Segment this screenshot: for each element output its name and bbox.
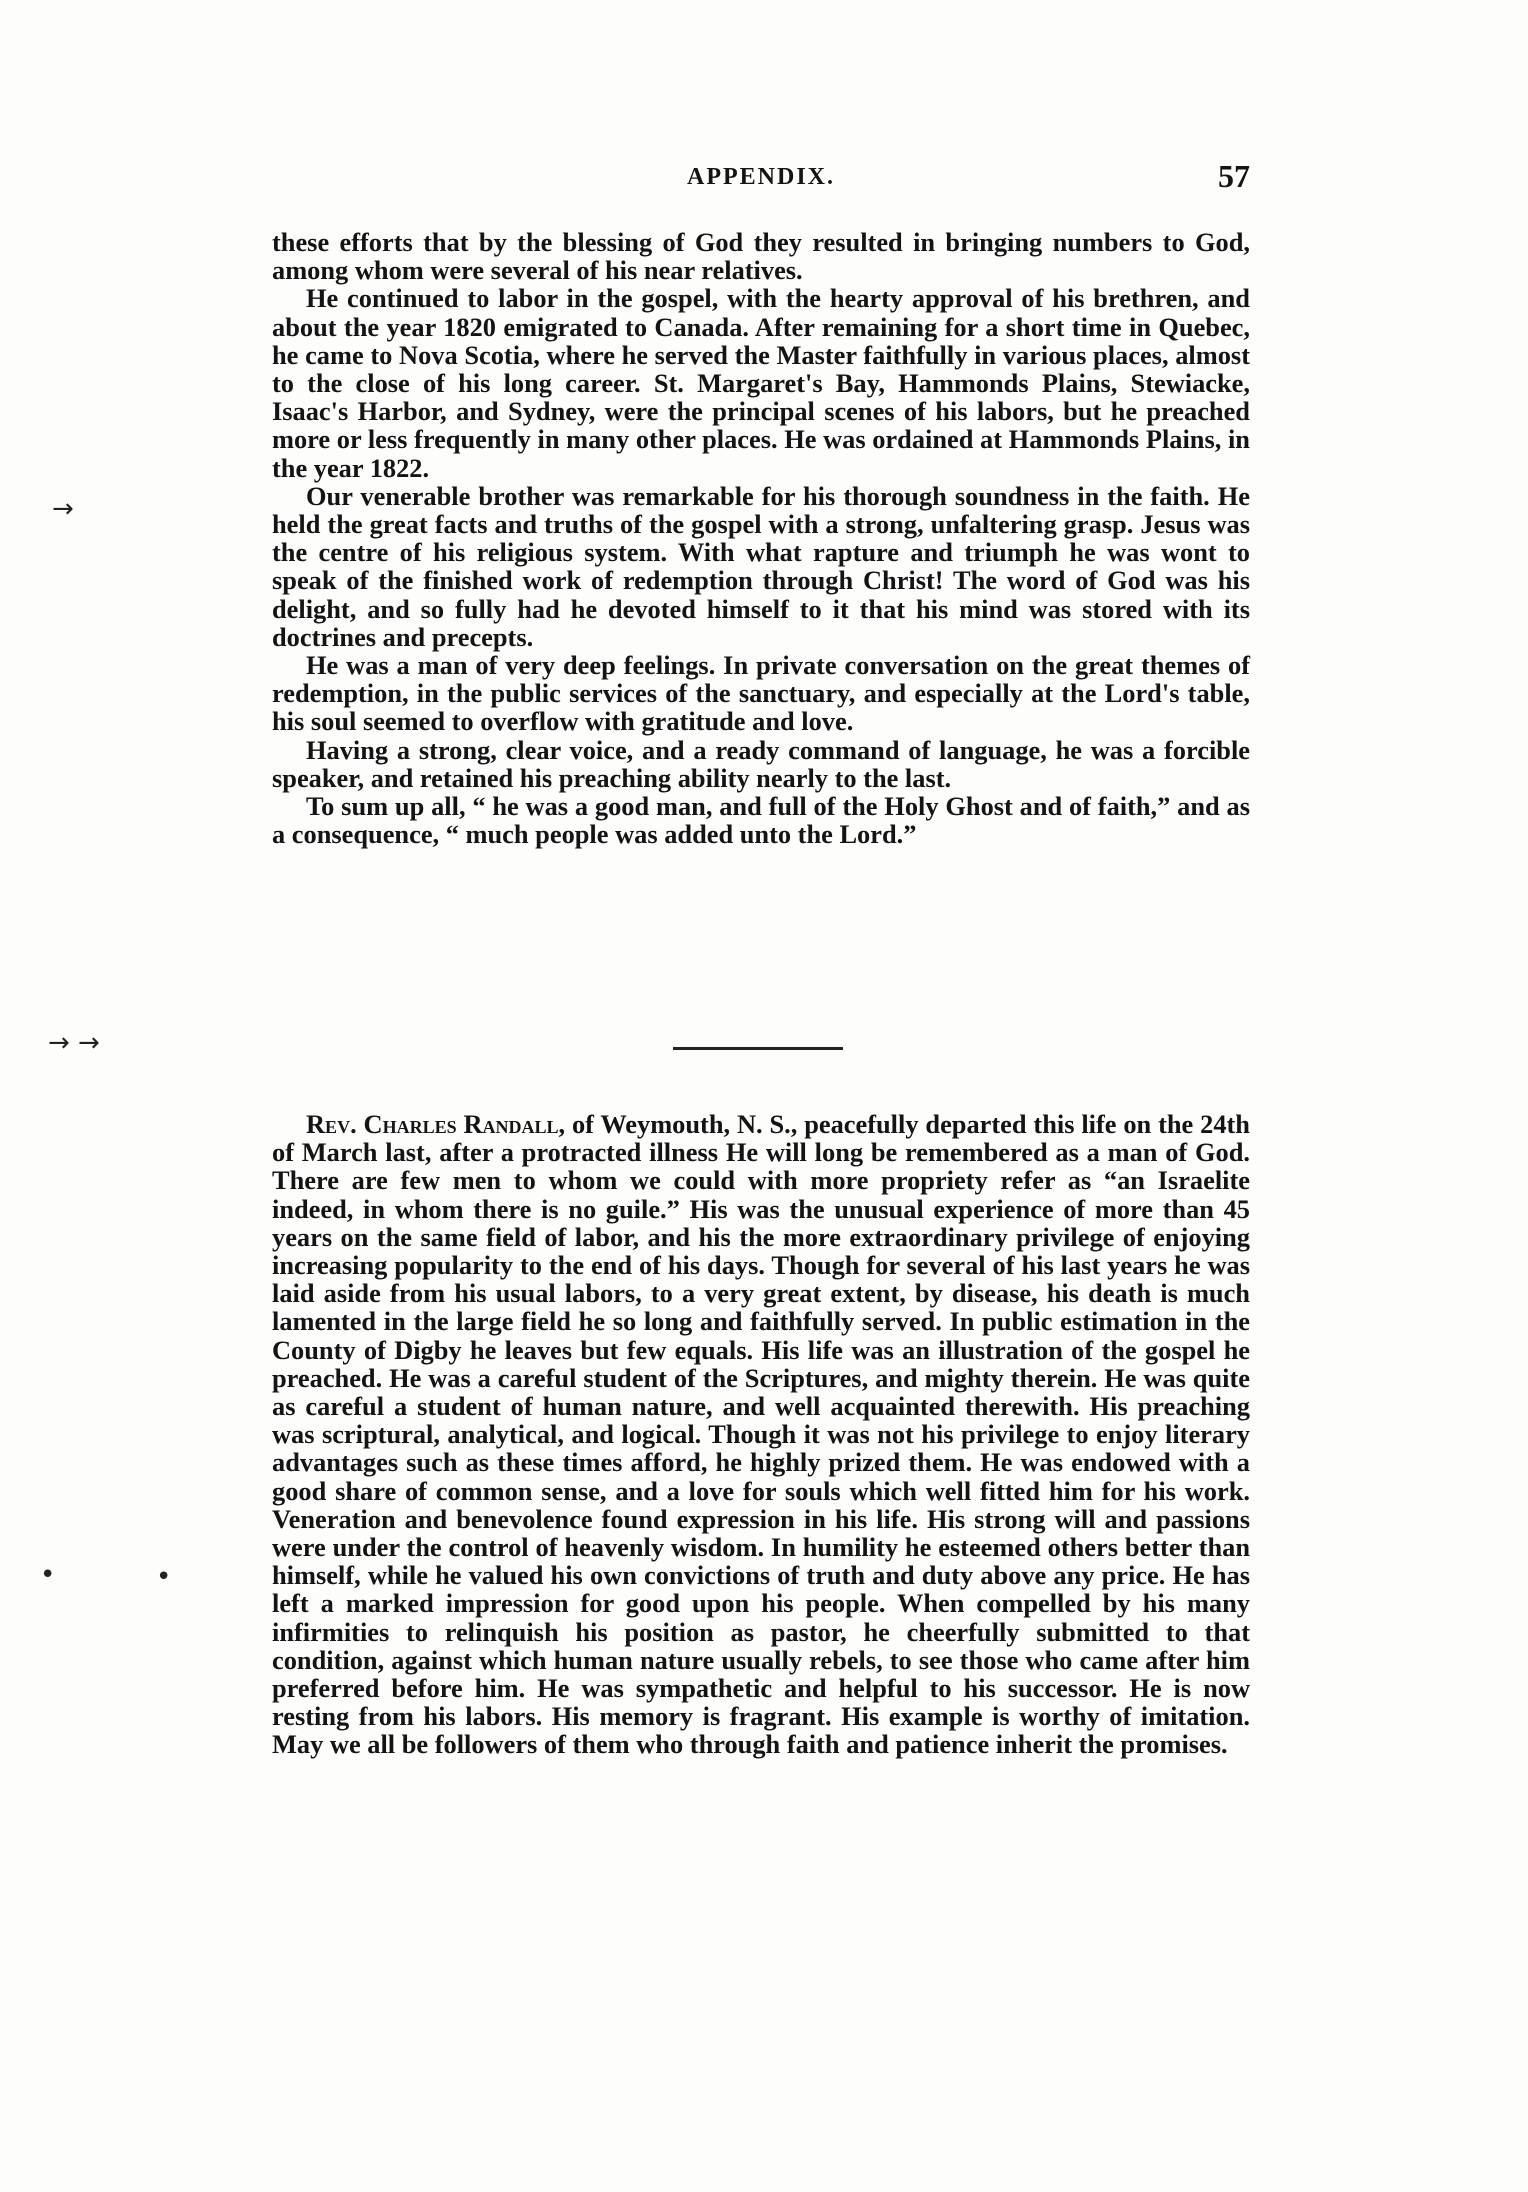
paragraph: Our venerable brother was remarkable for his thorough soundness in the faith. He held the great facts and truths of the gospel with a strong, unfaltering grasp. Jesus was the centre of his religious system. With what rapture and triumph he was wont to speak of the finished work of redemption through Christ! The word of God was his delight, and so fully had he devoted himself to it that his mind was stored with its doctrines and precepts.	[272, 480, 1250, 652]
paragraph: these efforts that by the blessing of God they resulted in bringing numbers to God, among whom were several of his near relatives.	[272, 227, 1250, 286]
section-divider	[673, 1047, 843, 1050]
margin-dot-icon: •	[40, 1560, 56, 1590]
running-head: APPENDIX.	[687, 164, 835, 190]
obituary-randall	[272, 1110, 1250, 1759]
paragraph: Having a strong, clear voice, and a ready command of language, he was a forcible speaker, and retained his preaching ability nearly to the last.	[272, 734, 1250, 793]
page-header	[272, 158, 1250, 198]
margin-arrow-icon: →	[52, 494, 74, 524]
paragraph: He was a man of very deep feelings. In private conversation on the great themes of redemption, in the public services of the sanctuary, and especially at the Lord's table, his soul seemed to overflow with gratitude and love.	[272, 650, 1250, 737]
page-number: 57	[1218, 158, 1250, 194]
margin-dot-icon: •	[156, 1562, 172, 1592]
obituary-continuation	[272, 228, 1250, 848]
margin-arrow-icon: → →	[48, 1028, 100, 1058]
paragraph: To sum up all, “ he was a good man, and full of the Holy Ghost and of faith,” and as a consequence, “ much people was added unto the Lord.”	[272, 791, 1250, 850]
paragraph	[272, 1110, 1250, 1759]
obituary-name: Rev. Charles Randall,	[306, 1109, 566, 1139]
obituary-text: of Weymouth, N. S., peacefully departed this life on the 24th of March last, after a protracted illness He will long be remembered as a man of God. There are few men to whom we could with more propriety refer as “an Israelite indeed, in whom there is no guile.” His was the unusual experience of more than 45 years on the same field of labor, and his the more extraordinary privilege of enjoying increasing popularity to the end of his days. Though for several of his last years he was laid aside from his usual labors, to a very great extent, by disease, his death is much lamented in the large field he so long and faithfully served. In public estimation in the County of Digby he leaves but few equals. His life was an illustration of the gospel he preached. He was a careful student of the Scriptures, and mighty therein. He was quite as careful a student of human nature, and well acquainted therewith. His preaching was scriptural, analytical, and logical. Though it was not his privilege to enjoy literary advantages such as these times afford, he highly prized them. He was endowed with a good share of common sense, and a love for souls which well fitted him for his work. Veneration and benevolence found expression in his life. His strong will and passions were under the control of heavenly wisdom. In humility he esteemed others better than himself, while he valued his own convictions of truth and duty above any price. He has left a marked impression for good upon his people. When compelled by his many infirmities to relinquish his position as pastor, he cheerfully submitted to that condition, against which human nature usually rebels, to see those who came after him preferred before him. He was sympathetic and helpful to his successor. He is now resting from his labors. His memory is fragrant. His example is worthy of imitation. May we all be followers of them who through faith and patience inherit the promises.	[272, 1109, 1250, 1760]
paragraph: He continued to labor in the gospel, with the hearty approval of his brethren, and about the year 1820 emigrated to Canada. After remaining for a short time in Quebec, he came to Nova Scotia, where he served the Master faithfully in various places, almost to the close of his long career. St. Margaret's Bay, Hammonds Plains, Stewiacke, Isaac's Harbor, and Sydney, were the principal scenes of his labors, but he preached more or less frequently in many other places. He was ordained at Hammonds Plains, in the year 1822.	[272, 283, 1250, 483]
